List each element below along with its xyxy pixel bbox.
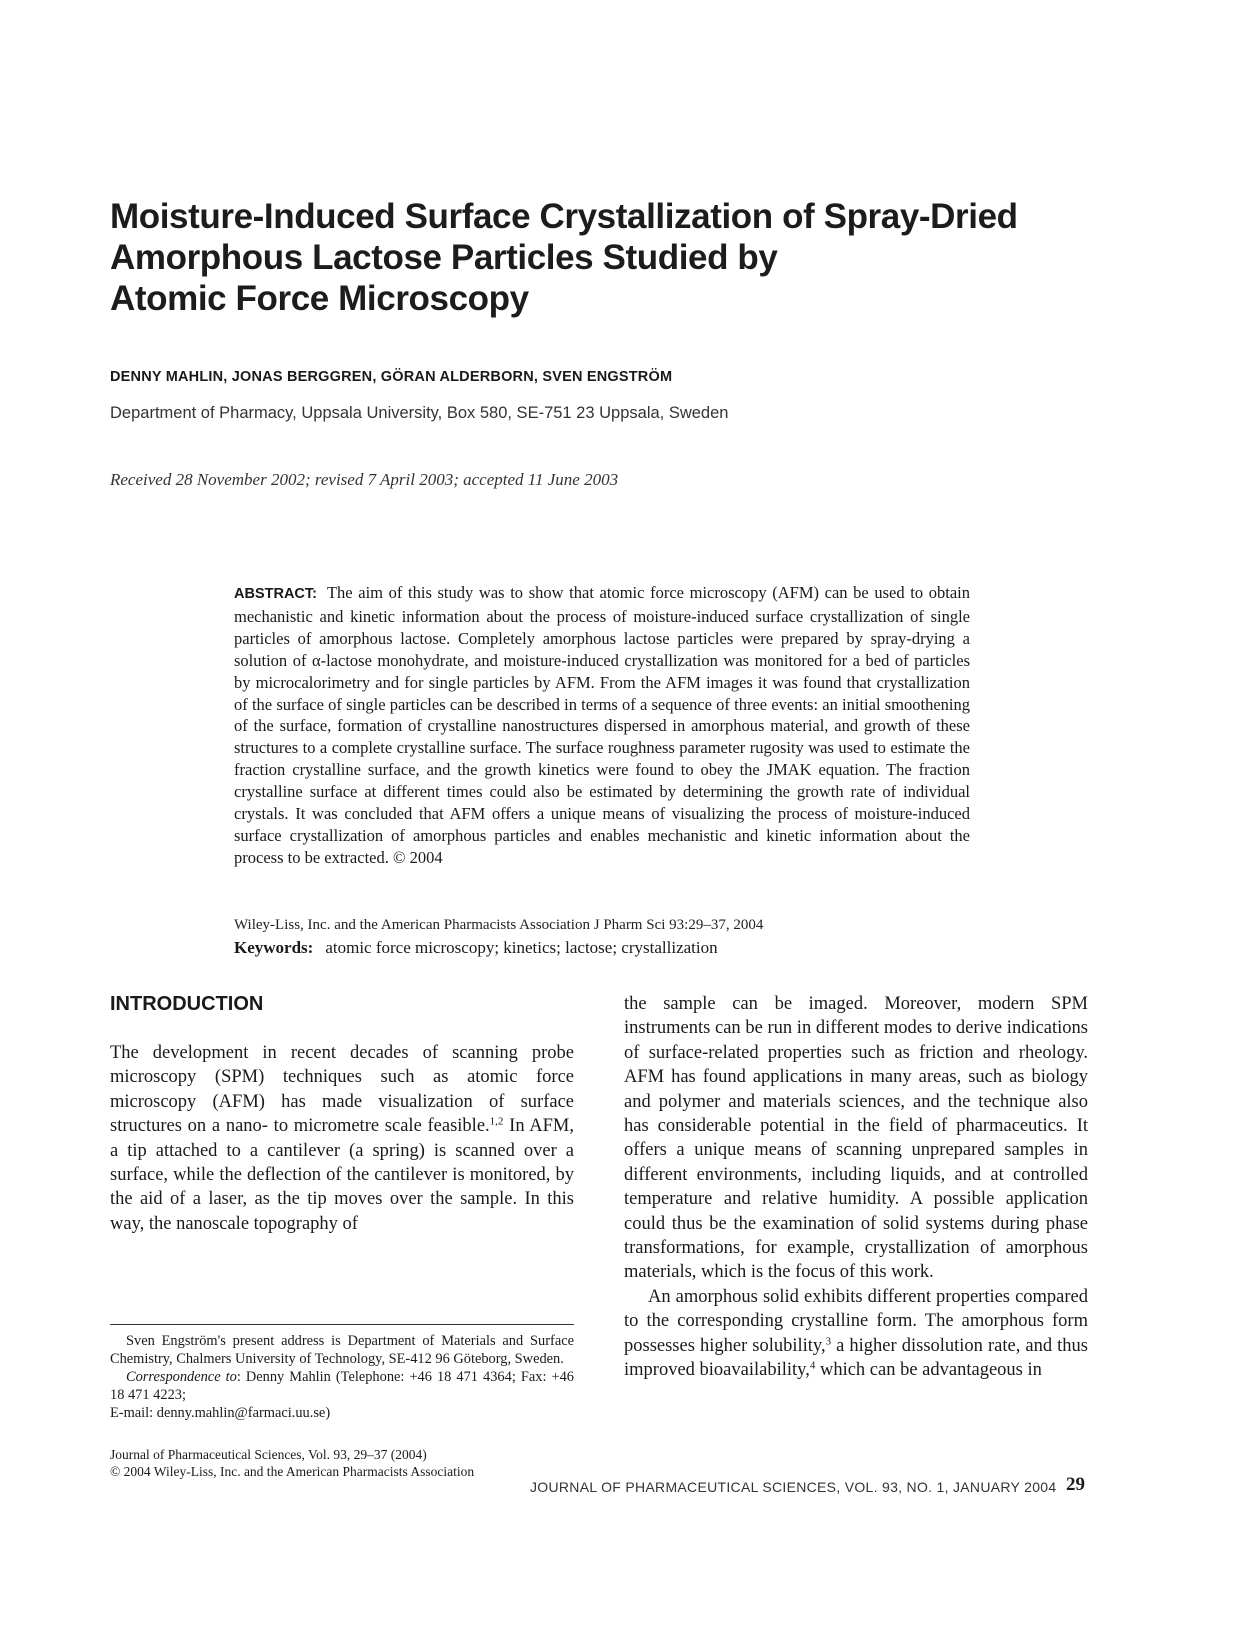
received-dates: Received 28 November 2002; revised 7 April 2003; accepted 11 June 2003: [110, 470, 619, 489]
journal-copyright: © 2004 Wiley-Liss, Inc. and the American Pharmacists Association: [110, 1463, 475, 1479]
title-line-2: Amorphous Lactose Particles Studied by: [110, 238, 778, 277]
abstract-label: ABSTRACT:: [234, 586, 317, 602]
section-heading-introduction: INTRODUCTION: [110, 993, 264, 1015]
page-number: 29: [1066, 1474, 1085, 1495]
right-column: [624, 992, 1088, 1383]
title-line-3: Atomic Force Microscopy: [110, 279, 529, 318]
abstract-copyright-line: Wiley-Liss, Inc. and the American Pharmacists Association J Pharm Sci 93:29–37, 2004: [234, 917, 764, 933]
intro-p3-text-c: which can be advantageous in: [815, 1360, 1042, 1381]
citation-1-2: 1,2: [489, 1115, 504, 1128]
article-title: [110, 196, 1110, 319]
journal-citation: Journal of Pharmaceutical Sciences, Vol. 93, 29–37 (2004): [110, 1447, 427, 1462]
footnote-present-address: Sven Engström's present address is Department of Materials and Surface Chemistry, Chalmers University of Technology, SE-412 96 Göteborg, Sweden.: [110, 1333, 574, 1367]
keywords-label: Keywords:: [234, 938, 314, 957]
citation-3: 3: [825, 1335, 832, 1348]
citation-4: 4: [809, 1359, 816, 1372]
intro-paragraph-3: [624, 1285, 1088, 1383]
intro-paragraph-2: the sample can be imaged. Moreover, modern SPM instruments can be run in different modes to derive indications of surface-related properties such as friction and rheology. AFM has found applications in many areas, such as biology and polymer and materials sciences, and the technique also has considerable potential in the field of pharmaceutics. It offers a unique means of scanning unprepared samples in different environments, including liquids, and at controlled temperature and relative humidity. A possible application could thus be the examination of solid systems during phase transformations, for example, crystallization of amorphous materials, which is the focus of this work.: [624, 994, 1088, 1283]
abstract: [234, 582, 970, 869]
title-line-1: Moisture-Induced Surface Crystallization of Spray-Dried: [110, 197, 1018, 236]
intro-p3-text-a: An amorphous solid exhibits different properties compared to the corresponding crystalline form. The amorphous form possesses higher solubility,: [624, 1286, 1088, 1356]
correspondence-label: Correspondence to: [126, 1369, 237, 1385]
intro-p1-text-b: In AFM, a tip attached to a cantilever (a spring) is scanned over a surface, while the deflection of the cantilever is monitored, by the aid of a laser, as the tip moves over the sample. In this way, the nanoscale topography of: [110, 1116, 575, 1234]
footnotes: [110, 1332, 574, 1422]
affiliation: Department of Pharmacy, Uppsala University, Box 580, SE-751 23 Uppsala, Sweden: [110, 404, 729, 422]
intro-p3-text-b: a higher dissolution rate, and thus improved bioavailability,: [624, 1335, 1088, 1381]
intro-paragraph-1: [110, 1041, 574, 1236]
footnote-rule: [110, 1324, 574, 1325]
journal-info: [110, 1447, 574, 1480]
footnote-correspondence: [110, 1368, 574, 1404]
keywords-text: atomic force microscopy; kinetics; lactose; crystallization: [325, 938, 718, 957]
footnote-email: E-mail: denny.mahlin@farmaci.uu.se): [110, 1405, 331, 1421]
intro-p1-text-a: The development in recent decades of scanning probe microscopy (SPM) techniques such as atomic force microscopy (AFM) has made visualization of surface structures on a nano- to micrometre scale feasible.: [110, 1043, 574, 1137]
keywords: [234, 938, 718, 958]
abstract-text: The aim of this study was to show that atomic force microscopy (AFM) can be used to obtain mechanistic and kinetic information about the process of moisture-induced surface crystallization of single particles of amorphous lactose. Completely amorphous lactose particles were prepared by spray-drying a solution of α-lactose monohydrate, and moisture-induced crystallization was monitored for a bed of particles by microcalorimetry and for single particles by AFM. From the AFM images it was found that crystallization of the surface of single particles can be described in terms of a sequence of three events: an initial smoothening of the surface, formation of crystalline nanostructures dispersed in amorphous material, and growth of these structures to a complete crystalline surface. The surface roughness parameter rugosity was used to estimate the fraction crystalline surface, and the growth kinetics were found to obey the JMAK equation. The fraction crystalline surface at different times could also be estimated by determining the growth rate of individual crystals. It was concluded that AFM offers a unique means of visualizing the process of moisture-induced surface crystallization of amorphous particles and enables mechanistic and kinetic information about the process to be extracted. © 2004: [234, 583, 970, 867]
running-footer: JOURNAL OF PHARMACEUTICAL SCIENCES, VOL. 93, NO. 1, JANUARY 2004: [530, 1479, 1057, 1495]
author-list: DENNY MAHLIN, JONAS BERGGREN, GÖRAN ALDERBORN, SVEN ENGSTRÖM: [110, 369, 673, 385]
correspondence-text: : Denny Mahlin (Telephone: +46 18 471 4364; Fax: +46 18 471 4223;: [110, 1369, 574, 1403]
